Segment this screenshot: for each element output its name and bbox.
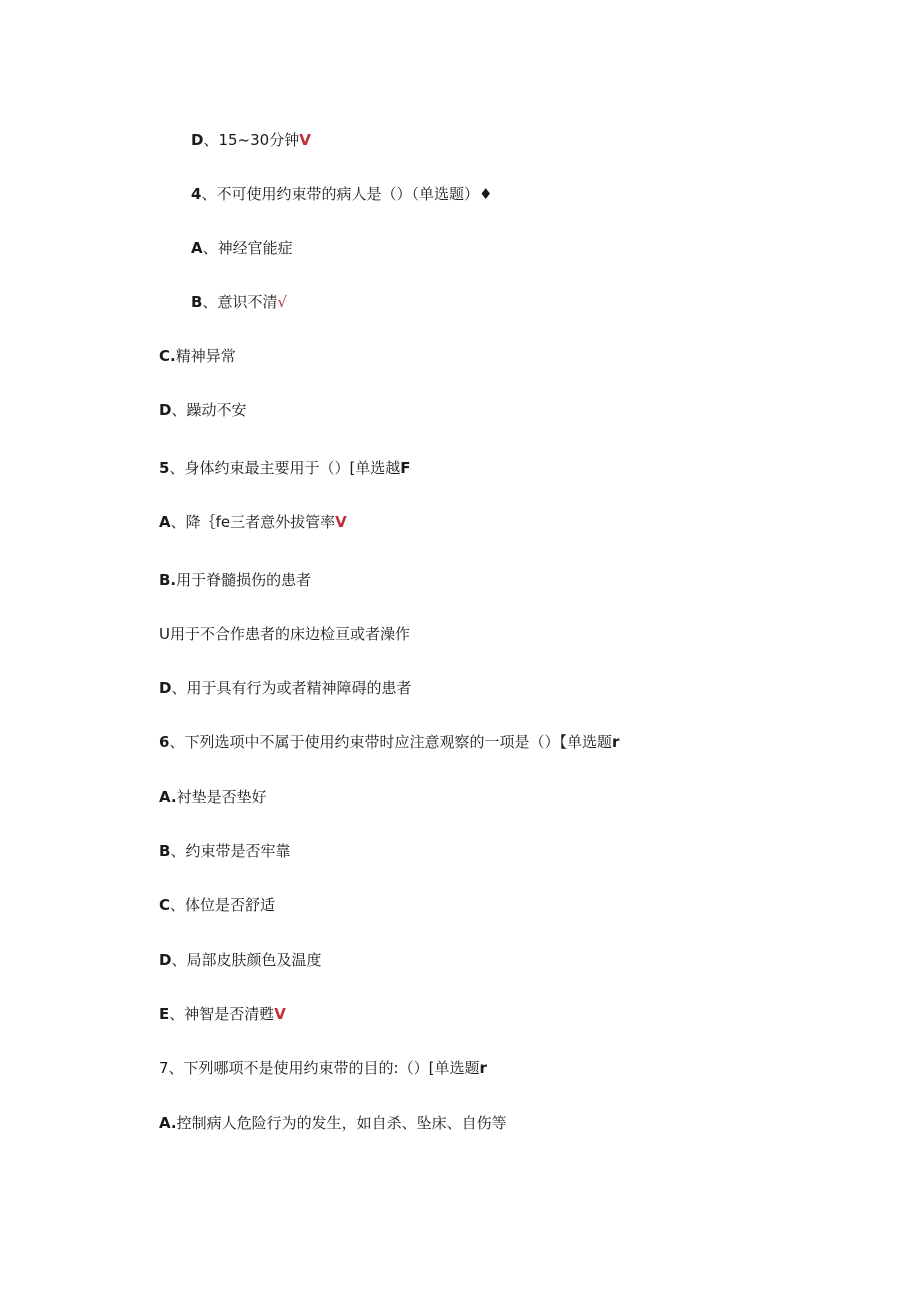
- option-label: D: [159, 951, 172, 969]
- option-label: B: [191, 293, 203, 311]
- question-number: 5: [159, 459, 170, 477]
- question-number: 4: [191, 185, 202, 203]
- option-line: [159, 950, 321, 970]
- option-text: 用于脊髓损伤的患者: [176, 571, 312, 589]
- option-text: 、降｛fe三者意外拔管率: [170, 513, 336, 531]
- question-suffix: r: [611, 733, 620, 751]
- question-number: 7: [159, 1059, 169, 1077]
- answer-check-icon: V: [335, 513, 347, 531]
- question-suffix: r: [479, 1059, 487, 1077]
- option-line: [159, 400, 246, 420]
- option-label: D: [159, 401, 172, 419]
- option-line: [191, 292, 287, 312]
- diamond-icon: ♦: [478, 185, 493, 203]
- option-text: 精神异常: [175, 347, 236, 365]
- question-number: 6: [159, 733, 170, 751]
- option-label: D: [191, 131, 204, 149]
- option-line: [159, 678, 411, 698]
- option-text: 、局部皮肤颜色及温度: [171, 951, 322, 969]
- question-text: 、下列选项中不属于使用约束带时应注意观察的一项是（）【单选题: [169, 733, 612, 751]
- option-line: [159, 624, 410, 644]
- option-line: [159, 1113, 507, 1133]
- option-label: A.: [159, 1114, 177, 1132]
- option-text: 、神智是否清甦: [169, 1005, 275, 1023]
- option-line: [159, 895, 275, 915]
- option-line: [159, 512, 347, 532]
- option-line: [191, 130, 311, 150]
- question-line: [159, 1058, 487, 1078]
- option-text: 、躁动不安: [171, 401, 247, 419]
- option-line: [159, 1004, 286, 1024]
- option-label: B.: [159, 571, 177, 589]
- option-label: A: [159, 513, 171, 531]
- option-line: [159, 787, 267, 807]
- question-text: 、身体约束最主要用于（）[单选越: [169, 459, 401, 477]
- option-text: 、15~30分钟: [203, 131, 300, 149]
- question-text: 、下列哪项不是使用约束带的目的:（）[单选题: [168, 1059, 480, 1077]
- option-line: [159, 841, 290, 861]
- question-text: 、不可使用约束带的病人是（）（单选题）: [201, 185, 479, 203]
- question-line: [191, 184, 492, 204]
- option-text: U用于不合作患者的床边检亘或者澡作: [159, 625, 410, 643]
- answer-check-icon: V: [299, 131, 311, 149]
- option-label: D: [159, 679, 172, 697]
- answer-check-icon: V: [274, 1005, 286, 1023]
- option-line: [191, 238, 293, 258]
- option-label: E: [159, 1005, 170, 1023]
- option-label: A.: [159, 788, 177, 806]
- option-text: 、意识不清: [202, 293, 278, 311]
- answer-check-icon: √: [277, 293, 288, 311]
- option-label: C: [159, 896, 171, 914]
- question-line: [159, 732, 619, 752]
- question-line: [159, 458, 411, 478]
- question-suffix: F: [400, 459, 411, 477]
- option-label: C.: [159, 347, 176, 365]
- option-text: 、用于具有行为或者精神障碍的患者: [171, 679, 412, 697]
- option-label: A: [191, 239, 203, 257]
- option-line: [159, 570, 311, 590]
- option-text: 控制病人危险行为的发生，如自杀、坠床、自伤等: [176, 1114, 507, 1132]
- option-line: [159, 346, 236, 366]
- option-text: 、约束带是否牢靠: [170, 842, 291, 860]
- option-label: B: [159, 842, 171, 860]
- option-text: 、神经官能症: [202, 239, 293, 257]
- option-text: 衬垫是否垫好: [176, 788, 267, 806]
- option-text: 、体位是否舒适: [170, 896, 276, 914]
